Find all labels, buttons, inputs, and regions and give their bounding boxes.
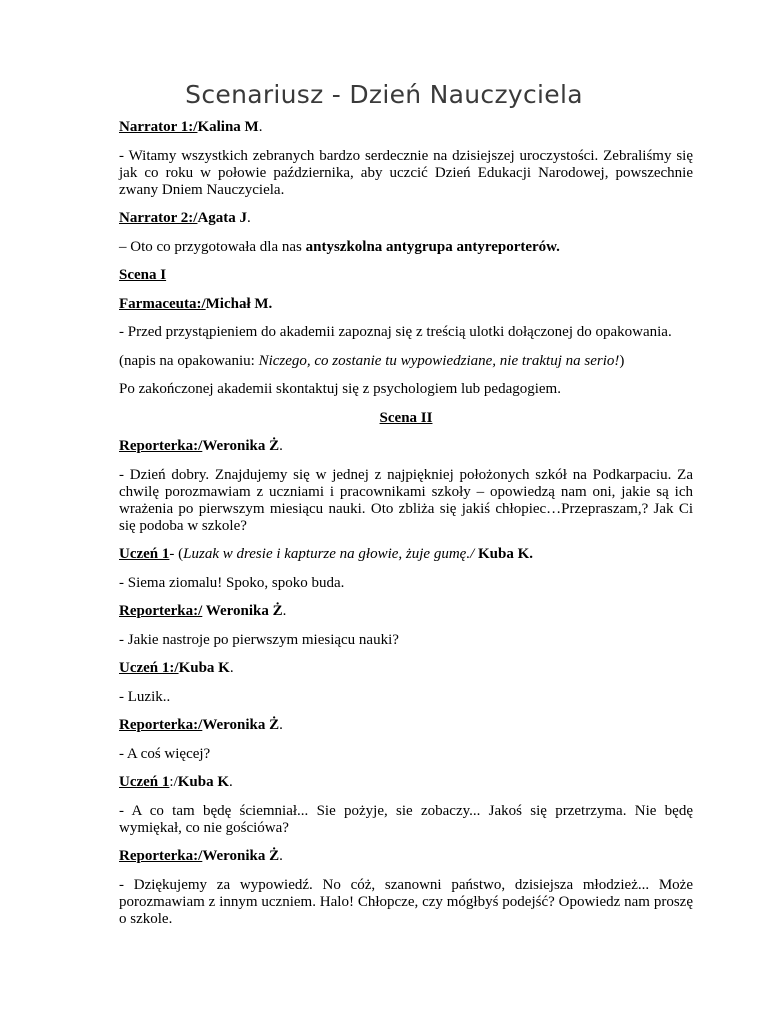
- dialogue-paragraph: - Witamy wszystkich zebranych bardzo serdecznie na dzisiejszej uroczystości. Zebraliśmy się jak co roku w połowie października, aby uczcić Dzień Edukacji Narodowej, powszechnie zwany Dniem Nauczyciela.: [119, 147, 693, 198]
- dialogue-paragraph: - A co tam będę ściemniał... Sie pożyje, sie zobaczy... Jakoś się przetrzyma. Nie będę wymiękał, co nie gościówa?: [119, 802, 693, 836]
- speaker-punct: .: [282, 603, 287, 619]
- speaker-punct: .: [279, 848, 283, 864]
- speaker-role: Uczeń 1:/: [119, 660, 179, 676]
- speaker-punct: .: [229, 660, 234, 676]
- scene-heading: [119, 410, 693, 427]
- dialogue-paragraph: [119, 239, 693, 256]
- stage-direction: Luzak w dresie i kapturze na głowie, żuje gumę./: [183, 546, 475, 562]
- speaker-punct: .: [229, 774, 233, 790]
- speaker-line: [119, 603, 693, 620]
- speaker-name: Kalina M: [197, 119, 259, 135]
- page-title: Scenariusz - Dzień Nauczyciela: [185, 80, 583, 109]
- speaker-role: Narrator 1:/: [119, 119, 198, 135]
- speaker-punct: .: [279, 438, 283, 454]
- speaker-role: Uczeń 1: [119, 774, 170, 790]
- speaker-name: Kuba K: [178, 660, 230, 676]
- dialogue-paragraph: - Luzik..: [119, 688, 171, 705]
- speaker-name: Weronika Ż: [202, 848, 280, 864]
- speaker-name: Agata J: [197, 210, 248, 226]
- speaker-line: [119, 848, 693, 865]
- speaker-line: [119, 660, 693, 677]
- speaker-role: Farmaceuta:/: [119, 295, 206, 312]
- scene-heading-label: Scena I: [119, 267, 167, 283]
- scene-heading: [119, 267, 693, 284]
- speaker-line: [119, 546, 693, 563]
- dialogue-italic-text: Niczego, co zostanie tu wypowiedziane, nie traktuj na serio!: [258, 352, 620, 369]
- speaker-name: Michał M.: [205, 295, 273, 312]
- speaker-punct: .: [279, 717, 283, 733]
- speaker-name: Weronika Ż: [202, 603, 283, 619]
- speaker-role: Uczeń 1: [119, 546, 170, 562]
- dialogue-text: – Oto co przygotowała dla nas: [119, 238, 306, 255]
- speaker-punct: .: [247, 210, 251, 226]
- speaker-name: Weronika Ż: [202, 438, 280, 454]
- dialogue-paragraph: - Dzień dobry. Znajdujemy się w jednej z najpiękniej położonych szkół na Podkarpaciu. Za chwilę porozmawiam z uczniami i pracownikami szkoły – opowiedzą nam oni, jakie są ich wrażenia po pierwszym miesiącu nauki. Oto zbliża się jakiś chłopiec…Przepraszam,? Jak Ci się podoba w szkole?: [119, 466, 693, 534]
- dialogue-paragraph: - A coś więcej?: [119, 745, 211, 762]
- dialogue-paragraph: - Dziękujemy za wypowiedź. No cóż, szanowni państwo, dzisiejsza młodzież... Może porozmawiam z innym uczniem. Halo! Chłopcze, czy mógłbyś podejść? Opowiedz nam proszę o szkole.: [119, 876, 693, 927]
- speaker-line: [119, 438, 693, 455]
- speaker-line: [119, 210, 693, 227]
- speaker-punct: .: [258, 119, 263, 135]
- speaker-name: Kuba K.: [474, 546, 534, 562]
- speaker-role: Reporterka:/: [119, 438, 203, 454]
- dialogue-text: (napis na opakowaniu:: [119, 352, 259, 369]
- document-body: [119, 119, 693, 939]
- speaker-role: Reporterka:/: [119, 603, 203, 619]
- speaker-role: Reporterka:/: [119, 848, 203, 864]
- dialogue-paragraph: - Jakie nastroje po pierwszym miesiącu nauki?: [119, 631, 399, 648]
- speaker-line: [119, 119, 693, 136]
- speaker-line: [119, 717, 693, 734]
- dialogue-paragraph: - Siema ziomalu! Spoko, spoko buda.: [119, 574, 345, 591]
- speaker-line: [119, 774, 693, 791]
- stage-open: - (: [169, 546, 184, 562]
- speaker-separator: :/: [169, 774, 178, 790]
- speaker-name: Kuba K: [177, 774, 230, 790]
- dialogue-text: ): [619, 352, 625, 369]
- speaker-role: Narrator 2:/: [119, 210, 198, 226]
- speaker-name: Weronika Ż: [202, 717, 280, 733]
- dialogue-paragraph: [119, 353, 693, 370]
- scene-heading-label: Scena II: [379, 409, 433, 426]
- dialogue-paragraph: - Przed przystąpieniem do akademii zapoznaj się z treścią ulotki dołączonej do opakowania.: [119, 324, 672, 340]
- dialogue-bold-text: antyszkolna antygrupa antyreporterów.: [305, 238, 560, 255]
- speaker-line: [119, 296, 693, 313]
- dialogue-paragraph: Po zakończonej akademii skontaktuj się z psychologiem lub pedagogiem.: [119, 381, 561, 397]
- speaker-role: Reporterka:/: [119, 717, 203, 733]
